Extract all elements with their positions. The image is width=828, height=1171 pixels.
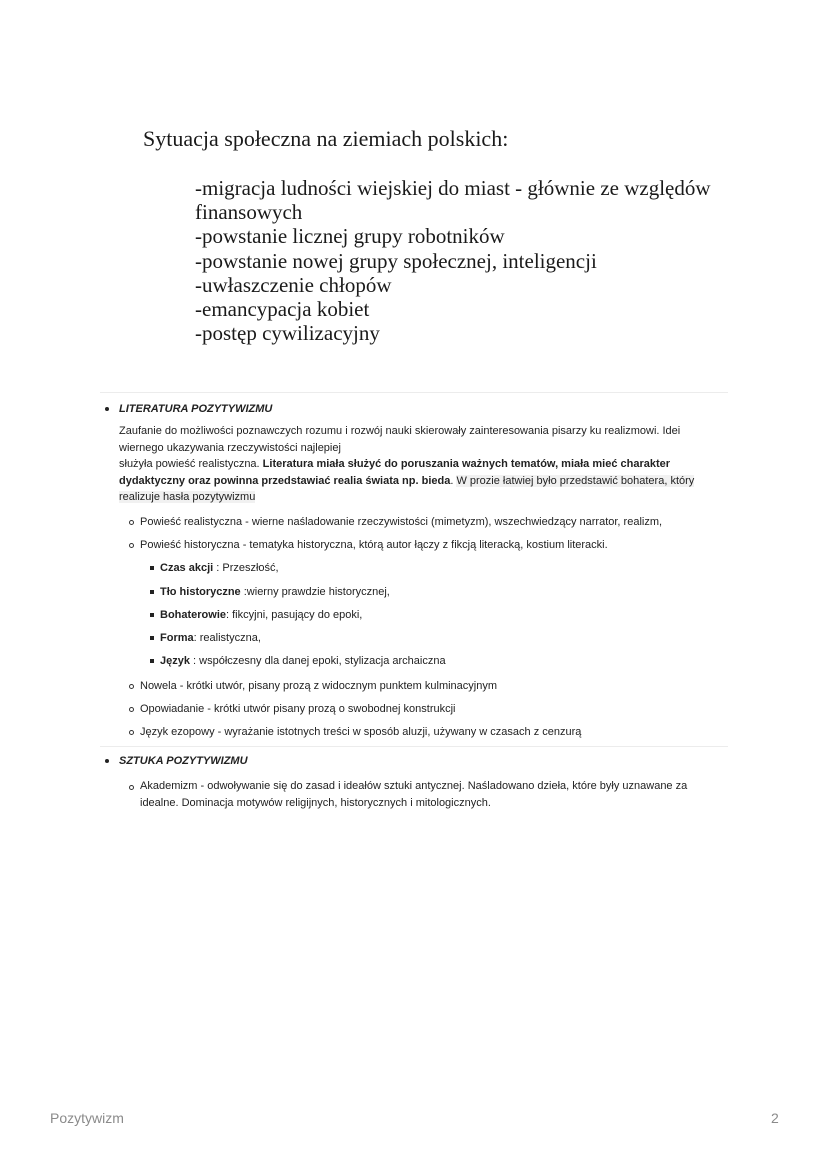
page-heading: Sytuacja społeczna na ziemiach polskich:	[143, 126, 509, 151]
square-bullet-icon	[150, 613, 154, 617]
circle-bullet-icon	[129, 730, 134, 735]
list-item: Akademizm - odwoływanie się do zasad i ideałów sztuki antycznej. Naśladowano dzieła, które były uznawane za idealne. Dominacja motywów religijnych, historycznych i mitologicznych.	[140, 780, 688, 809]
circle-bullet-icon	[129, 520, 134, 525]
list-item: -postęp cywilizacyjny	[195, 321, 380, 346]
list-item: Powieść realistyczna - wierne naśladowanie rzeczywistości (mimetyzm), wszechwiedzący narrator, realizm,	[140, 516, 663, 528]
list-item	[160, 584, 390, 601]
list-item: -powstanie nowej grupy społecznej, inteligencji	[195, 248, 597, 273]
list-item: Opowiadanie - krótki utwór pisany prozą o swobodnej konstrukcji	[140, 703, 456, 715]
social-situation-list	[195, 176, 755, 345]
term: Tło historyczne	[160, 586, 241, 598]
square-bullet-icon	[150, 590, 154, 594]
section-title-sztuka: SZTUKA POZYTYWIZMU	[119, 755, 248, 767]
paragraph	[119, 456, 709, 506]
bullet-icon	[105, 407, 109, 411]
footer-title: Pozytywizm	[50, 1110, 124, 1126]
list-item	[160, 560, 279, 577]
list-item: -migracja ludności wiejskiej do miast - głównie ze względów finansowych	[195, 176, 711, 225]
highlighted-text: W prozie łatwiej było przedstawić bohatera, który realizuje hasła pozytywizmu	[119, 474, 695, 503]
term: Czas akcji	[160, 562, 214, 574]
list-item: -emancypacja kobiet	[195, 297, 370, 322]
square-bullet-icon	[150, 659, 154, 663]
literatura-intro	[119, 423, 709, 506]
desc: :wierny prawdzie historycznej,	[240, 586, 390, 598]
desc: : fikcyjni, pasujący do epoki,	[226, 609, 363, 621]
list-item	[160, 653, 446, 670]
circle-bullet-icon	[129, 543, 134, 548]
page-number: 2	[771, 1110, 779, 1126]
square-bullet-icon	[150, 566, 154, 570]
paragraph: Zaufanie do możliwości poznawczych rozumu i rozwój nauki skierowały zainteresowania pisarzy ku realizmowi. Idei wiernego ukazywania rzeczywistości najlepiej	[119, 425, 681, 454]
list-item	[160, 630, 261, 647]
desc: : realistyczna,	[193, 632, 261, 644]
list-item: Powieść historyczna - tematyka historyczna, którą autor łączy z fikcją literacką, kostium literacki.	[140, 539, 608, 551]
square-bullet-icon	[150, 636, 154, 640]
list-item: -powstanie licznej grupy robotników	[195, 224, 505, 249]
divider	[100, 392, 728, 393]
list-item: Nowela - krótki utwór, pisany prozą z widocznym punktem kulminacyjnym	[140, 680, 498, 692]
circle-bullet-icon	[129, 785, 134, 790]
bullet-icon	[105, 759, 109, 763]
divider	[100, 746, 728, 747]
term: Język	[160, 655, 190, 667]
circle-bullet-icon	[129, 684, 134, 689]
text: .	[450, 474, 457, 487]
term: Forma	[160, 632, 194, 644]
list-item	[160, 607, 362, 624]
circle-bullet-icon	[129, 707, 134, 712]
desc: : współczesny dla danej epoki, stylizacja archaiczna	[189, 655, 446, 667]
text: służyła powieść realistyczna.	[119, 458, 263, 470]
bold-text: Literatura miała służyć do poruszania ważnych tematów, miała mieć charakter dydaktyczny oraz powinna przedstawiać realia świata np. bieda	[119, 458, 671, 487]
list-item: -uwłaszczenie chłopów	[195, 272, 392, 297]
desc: : Przeszłość,	[213, 562, 279, 574]
term: Bohaterowie	[160, 609, 227, 621]
list-item: Język ezopowy - wyrażanie istotnych treści w sposób aluzji, używany w czasach z cenzurą	[140, 726, 582, 738]
section-title-literatura: LITERATURA POZYTYWIZMU	[119, 403, 273, 415]
